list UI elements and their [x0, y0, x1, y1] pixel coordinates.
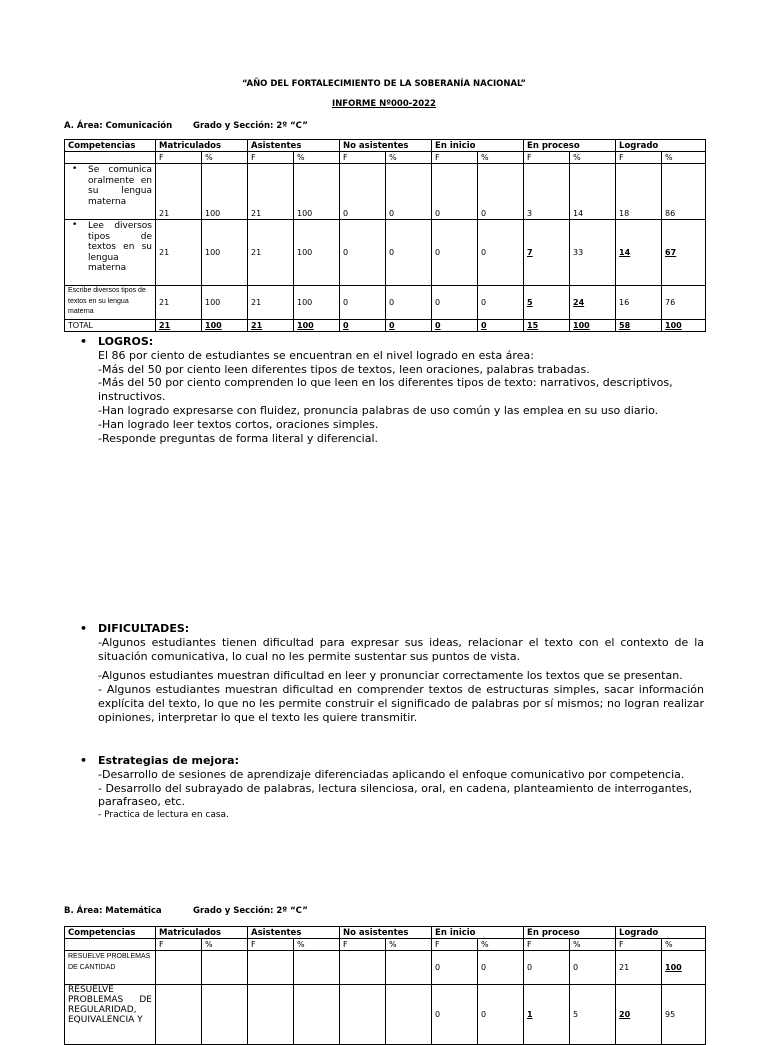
subheader-cell: F	[340, 152, 386, 164]
section-b-grade: Grado y Sección: 2º “C”	[193, 906, 308, 916]
header-logrado: Logrado	[616, 927, 706, 939]
value-cell: 21	[248, 286, 294, 320]
total-cell: 21	[156, 320, 202, 332]
total-cell: 0	[340, 320, 386, 332]
value-cell: 5	[570, 985, 616, 1045]
subheader-cell: %	[386, 152, 432, 164]
subheader-cell: F	[248, 939, 294, 951]
value-cell: 100	[294, 286, 340, 320]
value-cell	[202, 951, 248, 985]
total-cell: 0	[432, 320, 478, 332]
math-table	[64, 926, 706, 1045]
subheader-cell: F	[616, 152, 662, 164]
section-b-area: B. Área: Matemática	[64, 906, 162, 916]
value-cell: 0	[478, 951, 524, 985]
value-cell: 100	[202, 220, 248, 286]
total-cell: 0	[386, 320, 432, 332]
value-cell: 14	[570, 164, 616, 220]
header-en-proceso: En proceso	[524, 140, 616, 152]
value-cell: 21	[248, 220, 294, 286]
subheader-cell: %	[202, 152, 248, 164]
value-cell: 0	[432, 286, 478, 320]
value-cell: 21	[156, 286, 202, 320]
logros-line: -Responde preguntas de forma literal y diferencial.	[98, 431, 379, 445]
value-cell: 76	[662, 286, 706, 320]
competency-cell: RESUELVE PROBLEMAS DE CANTIDAD	[65, 951, 156, 985]
value-cell: 0	[478, 286, 524, 320]
value-cell: 21	[616, 951, 662, 985]
dificultades-section	[98, 622, 704, 725]
competency-cell: Escribe diversos tipos de textos en su lengua materna	[65, 286, 156, 320]
value-cell	[294, 985, 340, 1045]
subheader-cell: F	[340, 939, 386, 951]
total-label: TOTAL	[65, 320, 156, 332]
table-header-row	[65, 140, 706, 152]
value-cell	[248, 951, 294, 985]
header-no-asistentes: No asistentes	[340, 927, 432, 939]
value-cell: 21	[156, 164, 202, 220]
value-cell	[386, 951, 432, 985]
value-cell: 100	[662, 951, 706, 985]
value-cell: 100	[294, 220, 340, 286]
report-title: INFORME Nº000-2022	[332, 99, 436, 109]
table-row	[65, 220, 706, 286]
value-cell: 21	[156, 220, 202, 286]
subheader-cell: F	[156, 939, 202, 951]
value-cell	[156, 951, 202, 985]
value-cell: 0	[570, 951, 616, 985]
header-asistentes: Asistentes	[248, 140, 340, 152]
value-cell: 0	[386, 164, 432, 220]
value-cell: 20	[616, 985, 662, 1045]
subheader-cell: %	[478, 152, 524, 164]
total-cell: 15	[524, 320, 570, 332]
value-cell	[294, 951, 340, 985]
subheader-cell: F	[524, 152, 570, 164]
value-cell: 18	[616, 164, 662, 220]
section-a-area: A. Área: Comunicación	[64, 121, 173, 131]
value-cell: 5	[524, 286, 570, 320]
dificultades-paragraph: -Algunos estudiantes muestran dificultad en leer y pronunciar correctamente los textos que se presentan.	[98, 669, 683, 683]
competency-cell: • Lee diversos tipos de textos en su lengua materna	[65, 220, 156, 286]
value-cell	[156, 985, 202, 1045]
value-cell: 0	[386, 220, 432, 286]
header-matriculados: Matriculados	[156, 927, 248, 939]
value-cell: 0	[340, 220, 386, 286]
subheader-cell: F	[432, 152, 478, 164]
total-cell: 100	[294, 320, 340, 332]
total-cell: 0	[478, 320, 524, 332]
value-cell: 0	[340, 164, 386, 220]
subheader-cell: %	[294, 152, 340, 164]
subheader-cell: F	[524, 939, 570, 951]
estrategias-line: - Desarrollo del subrayado de palabras, lectura silenciosa, oral, en cadena, planteamiento de interrogantes, parafraseo, etc.	[98, 781, 692, 809]
value-cell: 3	[524, 164, 570, 220]
value-cell: 86	[662, 164, 706, 220]
logros-line: -Han logrado expresarse con fluidez, pronuncia palabras de uso común y las emplea en su uso diario.	[98, 403, 659, 417]
value-cell: 0	[432, 164, 478, 220]
year-title: “AÑO DEL FORTALECIMIENTO DE LA SOBERANÍA NACIONAL”	[242, 79, 526, 89]
table-subheader-row	[65, 152, 706, 164]
total-cell: 100	[662, 320, 706, 332]
logros-section	[98, 335, 704, 445]
subheader-cell: %	[662, 152, 706, 164]
header-matriculados: Matriculados	[156, 140, 248, 152]
header-asistentes: Asistentes	[248, 927, 340, 939]
dificultades-paragraph: -Algunos estudiantes tienen dificultad para expresar sus ideas, relacionar el texto con el contexto de la situación comunicativa, lo cual no les permite sustentar sus puntos de vista.	[98, 635, 704, 663]
total-cell: 100	[570, 320, 616, 332]
value-cell: 0	[478, 164, 524, 220]
subheader-cell: %	[570, 939, 616, 951]
estrategias-section	[98, 754, 704, 823]
value-cell: 21	[248, 164, 294, 220]
section-a-grade: Grado y Sección: 2º “C”	[193, 121, 308, 131]
subheader-cell: %	[386, 939, 432, 951]
subheader-cell: %	[478, 939, 524, 951]
value-cell: 33	[570, 220, 616, 286]
communication-table	[64, 139, 706, 332]
header-en-proceso: En proceso	[524, 927, 616, 939]
logros-line: -Más del 50 por ciento leen diferentes tipos de textos, leen oraciones, palabras trabadas.	[98, 362, 590, 376]
header-logrado: Logrado	[616, 140, 706, 152]
logros-line: -Han logrado leer textos cortos, oraciones simples.	[98, 417, 379, 431]
logros-line: El 86 por ciento de estudiantes se encuentran en el nivel logrado en esta área:	[98, 348, 534, 362]
value-cell	[340, 951, 386, 985]
value-cell: 0	[340, 286, 386, 320]
subheader-cell: F	[616, 939, 662, 951]
table-row	[65, 951, 706, 985]
value-cell: 0	[432, 985, 478, 1045]
table-total-row	[65, 320, 706, 332]
header-competencias: Competencias	[65, 927, 156, 939]
value-cell: 14	[616, 220, 662, 286]
subheader-cell: F	[248, 152, 294, 164]
value-cell: 1	[524, 985, 570, 1045]
value-cell: 7	[524, 220, 570, 286]
logros-title: • LOGROS:	[80, 335, 704, 349]
header-competencias: Competencias	[65, 140, 156, 152]
value-cell: 16	[616, 286, 662, 320]
competency-cell: • Se comunica oralmente en su lengua materna	[65, 164, 156, 220]
logros-line: -Más del 50 por ciento comprenden lo que leen en los diferentes tipos de texto: narrativos, descriptivos, instructivos.	[98, 376, 673, 404]
header-no-asistentes: No asistentes	[340, 140, 432, 152]
dificultades-paragraph: - Algunos estudiantes muestran dificultad en comprender textos de estructuras simples, sacar información explícita del texto, lo que no les permite construir el significado de palabras por sí mismos; no logran realizar opiniones, interpretar lo que el texto les quiere transmitir.	[98, 683, 704, 724]
value-cell: 100	[294, 164, 340, 220]
total-cell: 21	[248, 320, 294, 332]
table-header-row	[65, 927, 706, 939]
value-cell: 0	[478, 985, 524, 1045]
total-cell: 100	[202, 320, 248, 332]
estrategias-line: -Desarrollo de sesiones de aprendizaje diferenciadas aplicando el enfoque comunicativo por competencia.	[98, 767, 685, 781]
total-cell: 58	[616, 320, 662, 332]
subheader-cell: %	[662, 939, 706, 951]
estrategias-line: - Practica de lectura en casa.	[98, 810, 229, 821]
value-cell: 0	[478, 220, 524, 286]
table-row	[65, 164, 706, 220]
value-cell	[248, 985, 294, 1045]
subheader-cell: F	[156, 152, 202, 164]
competency-cell: RESUELVE PROBLEMAS DE REGULARIDAD, EQUIVALENCIA Y	[65, 985, 156, 1045]
table-row	[65, 286, 706, 320]
value-cell: 0	[386, 286, 432, 320]
value-cell	[340, 985, 386, 1045]
table-row	[65, 985, 706, 1045]
subheader-cell: F	[432, 939, 478, 951]
value-cell: 95	[662, 985, 706, 1045]
header-en-inicio: En inicio	[432, 140, 524, 152]
value-cell	[202, 985, 248, 1045]
subheader-cell: %	[570, 152, 616, 164]
table-subheader-row	[65, 939, 706, 951]
header-en-inicio: En inicio	[432, 927, 524, 939]
value-cell: 0	[432, 951, 478, 985]
value-cell: 67	[662, 220, 706, 286]
value-cell: 0	[524, 951, 570, 985]
subheader-cell: %	[294, 939, 340, 951]
value-cell	[386, 985, 432, 1045]
value-cell: 24	[570, 286, 616, 320]
estrategias-title: • Estrategias de mejora:	[80, 754, 704, 768]
dificultades-title: • DIFICULTADES:	[80, 622, 704, 636]
value-cell: 100	[202, 164, 248, 220]
value-cell: 0	[432, 220, 478, 286]
value-cell: 100	[202, 286, 248, 320]
subheader-cell: %	[202, 939, 248, 951]
